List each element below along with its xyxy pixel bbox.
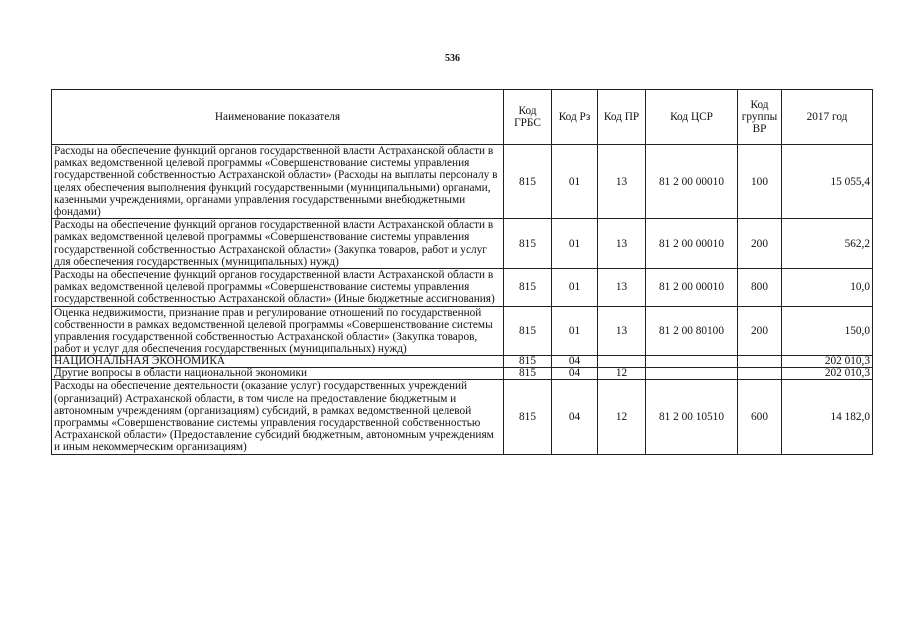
row-name: Другие вопросы в области национальной экономики bbox=[52, 368, 504, 380]
row-vr: 200 bbox=[738, 306, 782, 356]
row-grbs: 815 bbox=[504, 219, 552, 269]
table-row bbox=[52, 219, 873, 269]
row-amount: 202 010,3 bbox=[782, 356, 873, 368]
row-grbs: 815 bbox=[504, 269, 552, 307]
table-row bbox=[52, 269, 873, 307]
row-amount: 202 010,3 bbox=[782, 368, 873, 380]
row-vr: 200 bbox=[738, 219, 782, 269]
header-name: Наименование показателя bbox=[52, 90, 504, 145]
row-grbs: 815 bbox=[504, 368, 552, 380]
header-grbs: Код ГРБС bbox=[504, 90, 552, 145]
row-vr: 600 bbox=[738, 380, 782, 454]
row-name: Расходы на обеспечение деятельности (оказание услуг) государственных учреждений (организаций) Астраханской области, в том числе на предоставление бюджетным и автономным учреждениям (организациям) субсидий, в рамках ведомственной целевой программы «Совершенствование системы управления государственной собственностью Астраханской области» (Предоставление субсидий бюджетным, автономным учреждениям и иным некоммерческим организациям) bbox=[52, 380, 504, 454]
table-row bbox=[52, 368, 873, 380]
row-rz: 04 bbox=[552, 380, 598, 454]
row-name: НАЦИОНАЛЬНАЯ ЭКОНОМИКА bbox=[52, 356, 504, 368]
row-name: Расходы на обеспечение функций органов государственной власти Астраханской области в рамках ведомственной целевой программы «Совершенствование системы управления государственной собственностью Астраханской области» (Иные бюджетные ассигнования) bbox=[52, 269, 504, 307]
row-rz: 04 bbox=[552, 356, 598, 368]
table-header-row bbox=[52, 90, 873, 145]
header-pr: Код ПР bbox=[598, 90, 646, 145]
row-pr: 13 bbox=[598, 219, 646, 269]
row-csr: 81 2 00 00010 bbox=[646, 269, 738, 307]
row-name: Расходы на обеспечение функций органов государственной власти Астраханской области в рамках ведомственной целевой программы «Совершенствование системы управления государственной собственностью Астраханской области» (Закупка товаров, работ и услуг для обеспечения государственных (муниципальных) нужд) bbox=[52, 219, 504, 269]
row-amount: 562,2 bbox=[782, 219, 873, 269]
row-amount: 10,0 bbox=[782, 269, 873, 307]
row-csr: 81 2 00 00010 bbox=[646, 219, 738, 269]
row-pr: 13 bbox=[598, 145, 646, 219]
row-csr: 81 2 00 10510 bbox=[646, 380, 738, 454]
table-row bbox=[52, 145, 873, 219]
header-csr: Код ЦСР bbox=[646, 90, 738, 145]
row-pr: 13 bbox=[598, 269, 646, 307]
row-grbs: 815 bbox=[504, 356, 552, 368]
row-amount: 14 182,0 bbox=[782, 380, 873, 454]
row-amount: 15 055,4 bbox=[782, 145, 873, 219]
row-rz: 01 bbox=[552, 269, 598, 307]
row-vr bbox=[738, 356, 782, 368]
row-name: Оценка недвижимости, признание прав и регулирование отношений по государственной собственности в рамках ведомственной целевой программы «Совершенствование системы управления государственной собственностью Астраханской области» (Закупка товаров, работ и услуг для обеспечения государственных (муниципальных) нужд) bbox=[52, 306, 504, 356]
header-year: 2017 год bbox=[782, 90, 873, 145]
row-rz: 01 bbox=[552, 145, 598, 219]
row-rz: 01 bbox=[552, 306, 598, 356]
row-rz: 01 bbox=[552, 219, 598, 269]
row-rz: 04 bbox=[552, 368, 598, 380]
row-pr: 12 bbox=[598, 380, 646, 454]
table-row bbox=[52, 306, 873, 356]
row-csr: 81 2 00 00010 bbox=[646, 145, 738, 219]
row-pr: 12 bbox=[598, 368, 646, 380]
table-row bbox=[52, 356, 873, 368]
row-pr bbox=[598, 356, 646, 368]
row-pr: 13 bbox=[598, 306, 646, 356]
row-grbs: 815 bbox=[504, 306, 552, 356]
table-row bbox=[52, 380, 873, 454]
page-number: 536 bbox=[445, 53, 460, 64]
row-csr bbox=[646, 368, 738, 380]
row-csr bbox=[646, 356, 738, 368]
row-vr: 800 bbox=[738, 269, 782, 307]
row-name: Расходы на обеспечение функций органов государственной власти Астраханской области в рамках ведомственной целевой программы «Совершенствование системы управления государственной собственностью Астраханской области» (Расходы на выплаты персоналу в целях обеспечения выполнения функций государственными (муниципальными) органами, казенными учреждениями, органами управления государственными внебюджетными фондами) bbox=[52, 145, 504, 219]
header-vr: Код группы ВР bbox=[738, 90, 782, 145]
row-amount: 150,0 bbox=[782, 306, 873, 356]
row-csr: 81 2 00 80100 bbox=[646, 306, 738, 356]
budget-table bbox=[51, 89, 873, 455]
row-vr bbox=[738, 368, 782, 380]
row-vr: 100 bbox=[738, 145, 782, 219]
row-grbs: 815 bbox=[504, 145, 552, 219]
row-grbs: 815 bbox=[504, 380, 552, 454]
header-rz: Код Рз bbox=[552, 90, 598, 145]
